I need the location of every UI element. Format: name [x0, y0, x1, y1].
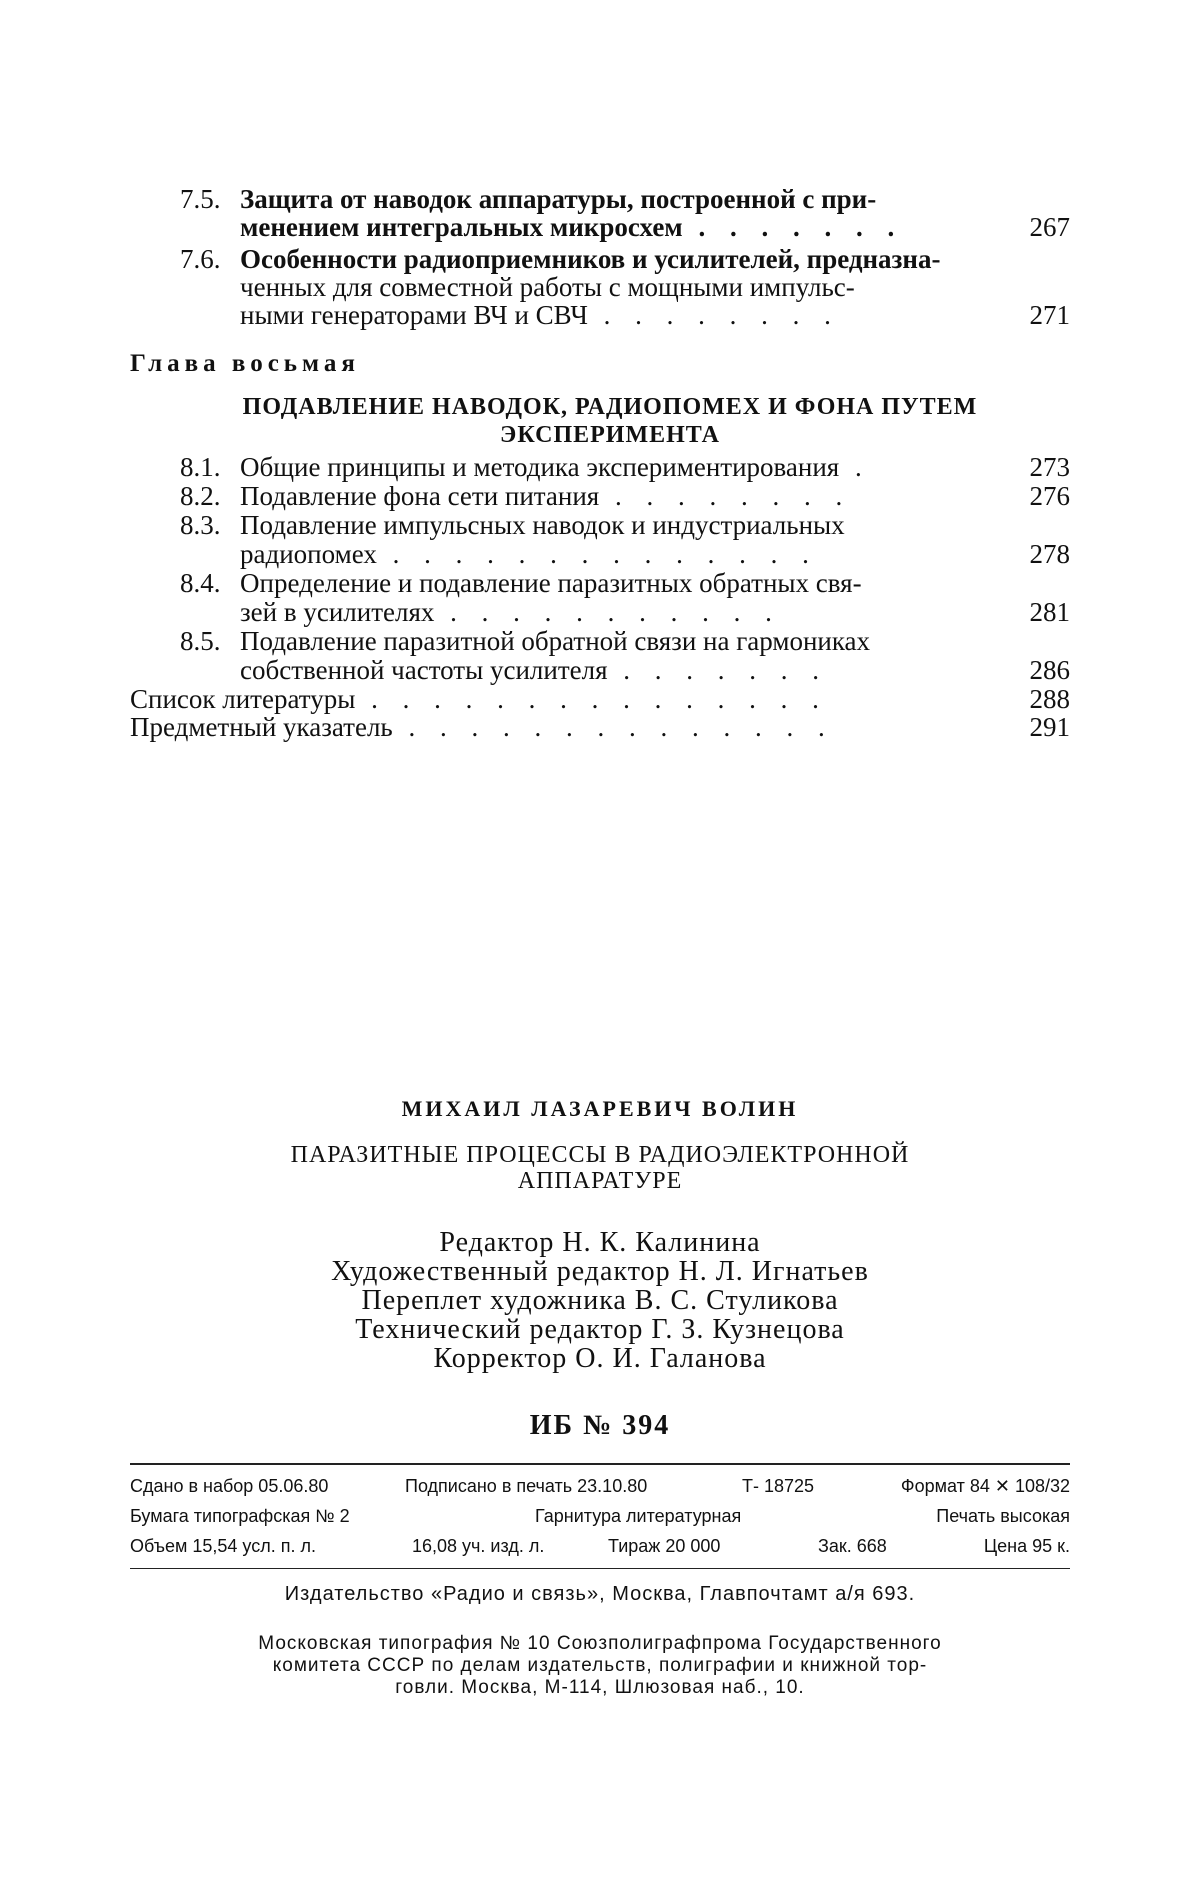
cover-artist-credit: Переплет художника В. С. Стуликова	[361, 1285, 839, 1316]
book-title-cont: АППАРАТУРЕ	[517, 1168, 683, 1194]
toc-title-cont: ными генераторами ВЧ и СВЧ . . . . . . . .	[240, 300, 840, 330]
book-title: ПАРАЗИТНЫЕ ПРОЦЕССЫ В РАДИОЭЛЕКТРОННОЙ	[290, 1142, 910, 1168]
editor-credit: Редактор Н. К. Калинина	[439, 1227, 761, 1258]
toc-number: 8.2.	[180, 481, 221, 511]
proofreader-credit: Корректор О. И. Галанова	[433, 1343, 767, 1374]
toc-title-cont: ченных для совместной работы с мощными импульс-	[240, 272, 855, 302]
toc-page: 273	[1029, 452, 1070, 482]
toc-title: Особенности радиоприемников и усилителей, предназна-	[240, 244, 941, 274]
toc-title: Защита от наводок аппаратуры, построенной с при-	[240, 184, 877, 214]
toc-number: 8.5.	[180, 626, 221, 656]
toc-page: 288	[1029, 684, 1070, 714]
toc-number: 7.5.	[180, 184, 221, 214]
toc-number: 7.6.	[180, 244, 221, 274]
printer-line-cont: говли. Москва, М-114, Шлюзовая наб., 10.	[395, 1677, 805, 1698]
tech-editor-credit: Технический редактор Г. З. Кузнецова	[355, 1314, 845, 1345]
toc-page: 291	[1029, 712, 1070, 742]
printer-line: Московская типография № 10 Союзполиграфпрома Государственного	[258, 1633, 942, 1654]
art-editor-credit: Художественный редактор Н. Л. Игнатьев	[331, 1256, 869, 1287]
imprint-print-run: Тираж 20 000	[608, 1536, 721, 1556]
imprint-typeface: Гарнитура литературная	[535, 1506, 742, 1526]
toc-page: 271	[1029, 300, 1070, 330]
imprint-signed: Подписано в печать 23.10.80	[405, 1476, 648, 1496]
toc-page: 267	[1029, 212, 1070, 242]
imprint-order: Зак. 668	[818, 1536, 887, 1556]
chapter-title-cont: ЭКСПЕРИМЕНТА	[500, 422, 720, 448]
toc-title-cont: собственной частоты усилителя . . . . . . .	[240, 655, 829, 685]
imprint-volume: Объем 15,54 усл. п. л.	[130, 1536, 316, 1556]
toc-page: 276	[1029, 481, 1070, 511]
toc-title: Подавление паразитной обратной связи на гармониках	[240, 626, 871, 656]
author-name: МИХАИЛ ЛАЗАРЕВИЧ ВОЛИН	[401, 1096, 799, 1121]
toc-number: 8.4.	[180, 568, 221, 598]
imprint-t-number: Т- 18725	[742, 1476, 815, 1496]
ib-number: ИБ № 394	[529, 1410, 671, 1441]
toc-title-cont: зей в усилителях . . . . . . . . . . .	[240, 597, 781, 627]
imprint-mid-rule	[130, 1568, 1070, 1569]
chapter-title: ПОДАВЛЕНИЕ НАВОДОК, РАДИОПОМЕХ И ФОНА ПУТЕМ	[242, 394, 978, 420]
chapter-label: Глава восьмая	[130, 350, 360, 377]
toc-title: Определение и подавление паразитных обратных свя-	[240, 568, 862, 598]
toc-title: Подавление фона сети питания . . . . . . . .	[240, 481, 852, 511]
imprint-publisher-sheets: 16,08 уч. изд. л.	[412, 1536, 545, 1556]
toc-title: Подавление импульсных наводок и индустриальных	[240, 510, 845, 540]
toc-title-cont: радиопомех . . . . . . . . . . . . . .	[240, 539, 818, 569]
toc-title: Предметный указатель . . . . . . . . . . . . . .	[130, 712, 834, 742]
imprint-top-rule	[130, 1463, 1070, 1465]
imprint-format: Формат 84 ✕ 108/32	[900, 1476, 1070, 1496]
toc-number: 8.3.	[180, 510, 221, 540]
imprint-price: Цена 95 к.	[983, 1536, 1070, 1556]
toc-number: 8.1.	[180, 452, 221, 482]
imprint-printing: Печать высокая	[936, 1506, 1070, 1526]
publisher-line: Издательство «Радио и связь», Москва, Главпочтамт а/я 693.	[284, 1583, 916, 1605]
imprint-paper: Бумага типографская № 2	[130, 1506, 350, 1526]
toc-title-cont: менением интегральных микросхем . . . . . . .	[240, 212, 904, 242]
toc-title: Общие принципы и методика экспериментирования .	[240, 452, 871, 482]
toc-page: 278	[1029, 539, 1070, 569]
printer-line-cont: комитета СССР по делам издательств, полиграфии и книжной тор-	[272, 1655, 928, 1676]
toc-title: Список литературы . . . . . . . . . . . . . . .	[130, 684, 828, 714]
toc-page: 281	[1029, 597, 1070, 627]
toc-page: 286	[1029, 655, 1070, 685]
imprint-typeset: Сдано в набор 05.06.80	[130, 1476, 329, 1496]
